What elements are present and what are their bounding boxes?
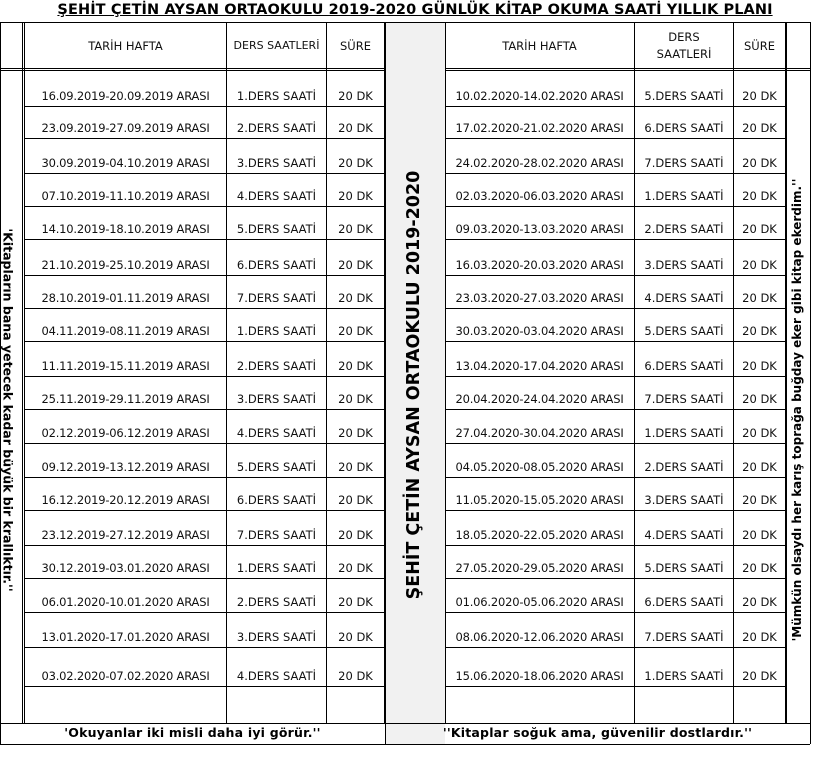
left-lesson-cell: 7.DERS SAATİ [236,528,317,542]
right-date-cell: 01.06.2020-05.06.2020 ARASI [455,595,624,609]
right-duration-cell: 20 DK [742,324,777,338]
right-date-cell: 27.05.2020-29.05.2020 ARASI [455,561,624,575]
left-duration-cell: 20 DK [338,89,373,103]
left-vertical-quote: 'Kitapların bana yetecek kadar büyük bir krallıktır.'' [0,228,16,592]
right-lesson-cell: 6.DERS SAATİ [644,121,724,135]
left-date-cell: 16.09.2019-20.09.2019 ARASI [41,89,210,103]
right-duration-cell: 20 DK [742,392,777,406]
left-lesson-cell: 2.DERS SAATİ [236,359,317,373]
right-duration-cell: 20 DK [742,121,777,135]
page-title: ŞEHİT ÇETİN AYSAN ORTAOKULU 2019-2020 GÜNLÜK KİTAP OKUMA SAATİ YILLIK PLANI [57,2,773,18]
right-lesson-cell: 3.DERS SAATİ [644,258,724,272]
left-date-cell: 30.12.2019-03.01.2020 ARASI [41,561,210,575]
right-duration-cell: 20 DK [742,561,777,575]
right-date-cell: 20.04.2020-24.04.2020 ARASI [455,392,624,406]
left-lesson-cell: 2.DERS SAATİ [236,121,317,135]
left-duration-cell: 20 DK [338,258,373,272]
left-date-cell: 07.10.2019-11.10.2019 ARASI [41,189,210,203]
left-lesson-cell: 5.DERS SAATİ [236,222,317,236]
left-date-cell: 23.12.2019-27.12.2019 ARASI [41,528,210,542]
right-vertical-quote: 'Mümkün olsaydı her karış toprağa buğday eker gibi kitap ekerdim.'' [790,178,804,642]
right-lesson-cell: 4.DERS SAATİ [644,528,724,542]
right-lesson-cell: 3.DERS SAATİ [644,493,724,507]
left-header-lesson: DERS SAATLERİ [233,39,320,52]
center-vertical-title: ŞEHİT ÇETİN AYSAN ORTAOKULU 2019-2020 [404,170,424,600]
left-lesson-cell: 4.DERS SAATİ [236,189,317,203]
left-lesson-cell: 5.DERS SAATİ [236,460,317,474]
right-date-cell: 04.05.2020-08.05.2020 ARASI [455,460,624,474]
right-lesson-cell: 7.DERS SAATİ [644,392,724,406]
left-duration-cell: 20 DK [338,121,373,135]
left-date-cell: 14.10.2019-18.10.2019 ARASI [41,222,210,236]
left-date-cell: 16.12.2019-20.12.2019 ARASI [41,493,210,507]
right-lesson-cell: 2.DERS SAATİ [644,460,724,474]
right-lesson-cell: 6.DERS SAATİ [644,595,724,609]
left-lesson-cell: 4.DERS SAATİ [236,669,317,683]
right-duration-cell: 20 DK [742,189,777,203]
right-duration-cell: 20 DK [742,426,777,440]
left-date-cell: 23.09.2019-27.09.2019 ARASI [41,121,210,135]
right-date-cell: 02.03.2020-06.03.2020 ARASI [455,189,624,203]
left-duration-cell: 20 DK [338,630,373,644]
left-duration-cell: 20 DK [338,324,373,338]
left-date-cell: 21.10.2019-25.10.2019 ARASI [41,258,210,272]
left-date-cell: 25.11.2019-29.11.2019 ARASI [41,392,210,406]
left-header-date: TARİH HAFTA [88,39,163,53]
left-date-cell: 02.12.2019-06.12.2019 ARASI [41,426,210,440]
left-duration-cell: 20 DK [338,222,373,236]
right-date-cell: 17.02.2020-21.02.2020 ARASI [455,121,624,135]
right-duration-cell: 20 DK [742,669,777,683]
right-duration-cell: 20 DK [742,258,777,272]
left-lesson-cell: 4.DERS SAATİ [236,426,317,440]
right-date-cell: 10.02.2020-14.02.2020 ARASI [455,89,624,103]
left-duration-cell: 20 DK [338,561,373,575]
left-date-cell: 09.12.2019-13.12.2019 ARASI [41,460,210,474]
left-lesson-cell: 1.DERS SAATİ [236,561,317,575]
left-duration-cell: 20 DK [338,595,373,609]
right-duration-cell: 20 DK [742,222,777,236]
left-duration-cell: 20 DK [338,359,373,373]
right-date-cell: 30.03.2020-03.04.2020 ARASI [455,324,624,338]
right-duration-cell: 20 DK [742,528,777,542]
right-lesson-cell: 7.DERS SAATİ [644,156,724,170]
left-lesson-cell: 6.DERS SAATİ [236,258,317,272]
left-duration-cell: 20 DK [338,460,373,474]
right-duration-cell: 20 DK [742,291,777,305]
left-duration-cell: 20 DK [338,156,373,170]
left-date-cell: 06.01.2020-10.01.2020 ARASI [41,595,210,609]
right-duration-cell: 20 DK [742,630,777,644]
left-lesson-cell: 2.DERS SAATİ [236,595,317,609]
right-lesson-cell: 5.DERS SAATİ [644,89,724,103]
left-duration-cell: 20 DK [338,669,373,683]
left-lesson-cell: 3.DERS SAATİ [236,392,317,406]
left-date-cell: 03.02.2020-07.02.2020 ARASI [41,669,210,683]
right-lesson-cell: 6.DERS SAATİ [644,359,724,373]
right-date-cell: 11.05.2020-15.05.2020 ARASI [455,493,624,507]
left-duration-cell: 20 DK [338,426,373,440]
left-lesson-cell: 3.DERS SAATİ [236,156,317,170]
right-lesson-cell: 1.DERS SAATİ [644,669,724,683]
right-lesson-cell: 7.DERS SAATİ [644,630,724,644]
right-duration-cell: 20 DK [742,460,777,474]
right-lesson-cell: 1.DERS SAATİ [644,426,724,440]
left-header-duration: SÜRE [340,39,371,53]
right-date-cell: 09.03.2020-13.03.2020 ARASI [455,222,624,236]
left-date-cell: 13.01.2020-17.01.2020 ARASI [41,630,210,644]
left-duration-cell: 20 DK [338,291,373,305]
right-lesson-cell: 2.DERS SAATİ [644,222,724,236]
right-date-cell: 13.04.2020-17.04.2020 ARASI [455,359,624,373]
right-date-cell: 27.04.2020-30.04.2020 ARASI [455,426,624,440]
right-date-cell: 15.06.2020-18.06.2020 ARASI [455,669,624,683]
left-duration-cell: 20 DK [338,528,373,542]
right-duration-cell: 20 DK [742,595,777,609]
left-duration-cell: 20 DK [338,189,373,203]
right-header-duration: SÜRE [744,39,775,53]
left-lesson-cell: 7.DERS SAATİ [236,291,317,305]
left-lesson-cell: 1.DERS SAATİ [236,324,317,338]
right-date-cell: 18.05.2020-22.05.2020 ARASI [455,528,624,542]
right-lesson-cell: 1.DERS SAATİ [644,189,724,203]
right-lesson-cell: 5.DERS SAATİ [644,324,724,338]
left-duration-cell: 20 DK [338,493,373,507]
left-lesson-cell: 1.DERS SAATİ [236,89,317,103]
right-header-date: TARİH HAFTA [502,39,577,53]
left-date-cell: 30.09.2019-04.10.2019 ARASI [41,156,210,170]
right-duration-cell: 20 DK [742,156,777,170]
right-duration-cell: 20 DK [742,359,777,373]
right-duration-cell: 20 DK [742,89,777,103]
right-header-lesson: DERS SAATLERİ [656,30,712,61]
left-lesson-cell: 6.DERS SAATİ [236,493,317,507]
right-duration-cell: 20 DK [742,493,777,507]
right-date-cell: 23.03.2020-27.03.2020 ARASI [455,291,624,305]
right-lesson-cell: 4.DERS SAATİ [644,291,724,305]
bottom-left-quote: 'Okuyanlar iki misli daha iyi görür.'' [64,725,321,740]
left-lesson-cell: 3.DERS SAATİ [236,630,317,644]
left-date-cell: 28.10.2019-01.11.2019 ARASI [41,291,210,305]
left-date-cell: 11.11.2019-15.11.2019 ARASI [41,359,210,373]
left-duration-cell: 20 DK [338,392,373,406]
right-lesson-cell: 5.DERS SAATİ [644,561,724,575]
right-date-cell: 24.02.2020-28.02.2020 ARASI [455,156,624,170]
bottom-right-quote: ''Kitaplar soğuk ama, güvenilir dostlardır.'' [442,725,753,740]
right-date-cell: 08.06.2020-12.06.2020 ARASI [455,630,624,644]
left-date-cell: 04.11.2019-08.11.2019 ARASI [41,324,210,338]
right-date-cell: 16.03.2020-20.03.2020 ARASI [455,258,624,272]
